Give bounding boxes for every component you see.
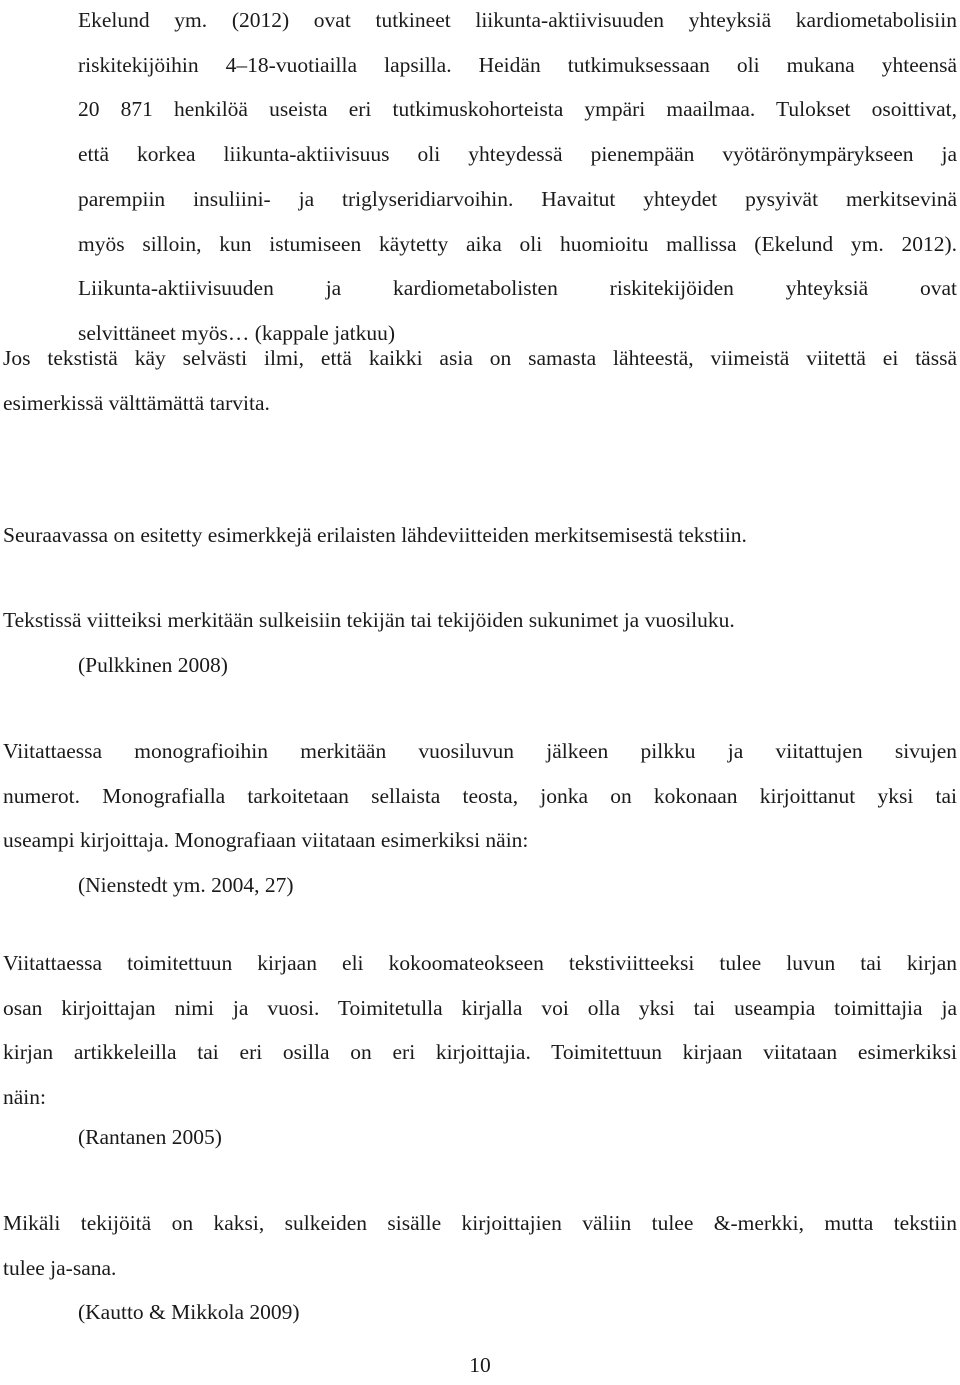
paragraph-monograph — [3, 729, 957, 863]
text-line: Ekelund ym. (2012) ovat tutkineet liikunta-aktiivisuuden yhteyksiä kardiometabolisiin — [78, 8, 957, 32]
text-line: riskitekijöihin 4–18-vuotiailla lapsilla. Heidän tutkimuksessaan oli mukana yhteensä — [78, 52, 957, 77]
text-line: Tekstissä viitteiksi merkitään sulkeisiin tekijän tai tekijöiden sukunimet ja vuosiluku. — [3, 608, 735, 632]
text-line: esimerkissä välttämättä tarvita. — [3, 390, 270, 415]
paragraph-intro — [3, 513, 957, 558]
text-line: Viitattaessa toimitettuun kirjaan eli kokoomateokseen tekstiviitteeksi tulee luvun tai kirjan — [3, 951, 957, 975]
text-line: tulee ja-sana. — [3, 1255, 117, 1280]
paragraph-note — [3, 336, 957, 425]
text-line: selvittäneet myös… (kappale jatkuu) — [78, 320, 396, 345]
text-line: näin: — [3, 1085, 46, 1110]
paragraph-two-authors — [3, 1201, 957, 1290]
text-line: kirjan artikkeleilla tai eri osilla on eri kirjoittajia. Toimitettuun kirjaan viitataan esimerkiksi — [3, 1040, 957, 1065]
citation-example: (Nienstedt ym. 2004, 27) — [78, 873, 294, 897]
text-line: myös silloin, kun istumiseen käytetty aika oli huomioitu mallissa (Ekelund ym. 2012). — [78, 231, 957, 256]
text-line: Viitattaessa monografioihin merkitään vuosiluvun jälkeen pilkku ja viitattujen sivujen — [3, 739, 957, 763]
text-line: useampi kirjoittaja. Monografiaan viitataan esimerkiksi näin: — [3, 828, 529, 853]
text-line: Jos tekstistä käy selvästi ilmi, että kaikki asia on samasta lähteestä, viimeistä viitettä ei tässä — [3, 346, 957, 370]
text-line: numerot. Monografialla tarkoitetaan sellaista teosta, jonka on kokonaan kirjoittanut yksi tai — [3, 783, 957, 808]
citation-example: (Pulkkinen 2008) — [78, 653, 228, 677]
page-number: 10 — [469, 1353, 491, 1377]
text-line: parempiin insuliini- ja triglyseridiarvoihin. Havaitut yhteydet pysyivät merkitsevinä — [78, 186, 957, 211]
paragraph-basic-citation — [3, 598, 957, 643]
citation-example: (Rantanen 2005) — [78, 1125, 222, 1149]
text-line: Mikäli tekijöitä on kaksi, sulkeiden sisälle kirjoittajien väliin tulee &-merkki, mutta tekstiin — [3, 1211, 957, 1235]
paragraph-edited-book — [3, 941, 957, 1120]
text-line: 20 871 henkilöä useista eri tutkimuskohorteista ympäri maailmaa. Tulokset osoittivat, — [78, 97, 957, 122]
citation-example: (Kautto & Mikkola 2009) — [78, 1300, 300, 1324]
text-line: että korkea liikunta-aktiivisuus oli yhteydessä pienempään vyötärönympärykseen ja — [78, 142, 957, 167]
text-line: osan kirjoittajan nimi ja vuosi. Toimitetulla kirjalla voi olla yksi tai useampia toimittajia ja — [3, 995, 957, 1020]
paragraph-ekelund — [78, 0, 957, 356]
text-line: Liikunta-aktiivisuuden ja kardiometabolisten riskitekijöiden yhteyksiä ovat — [78, 276, 957, 301]
text-line: Seuraavassa on esitetty esimerkkejä erilaisten lähdeviitteiden merkitsemisestä tekstiin. — [3, 523, 747, 547]
